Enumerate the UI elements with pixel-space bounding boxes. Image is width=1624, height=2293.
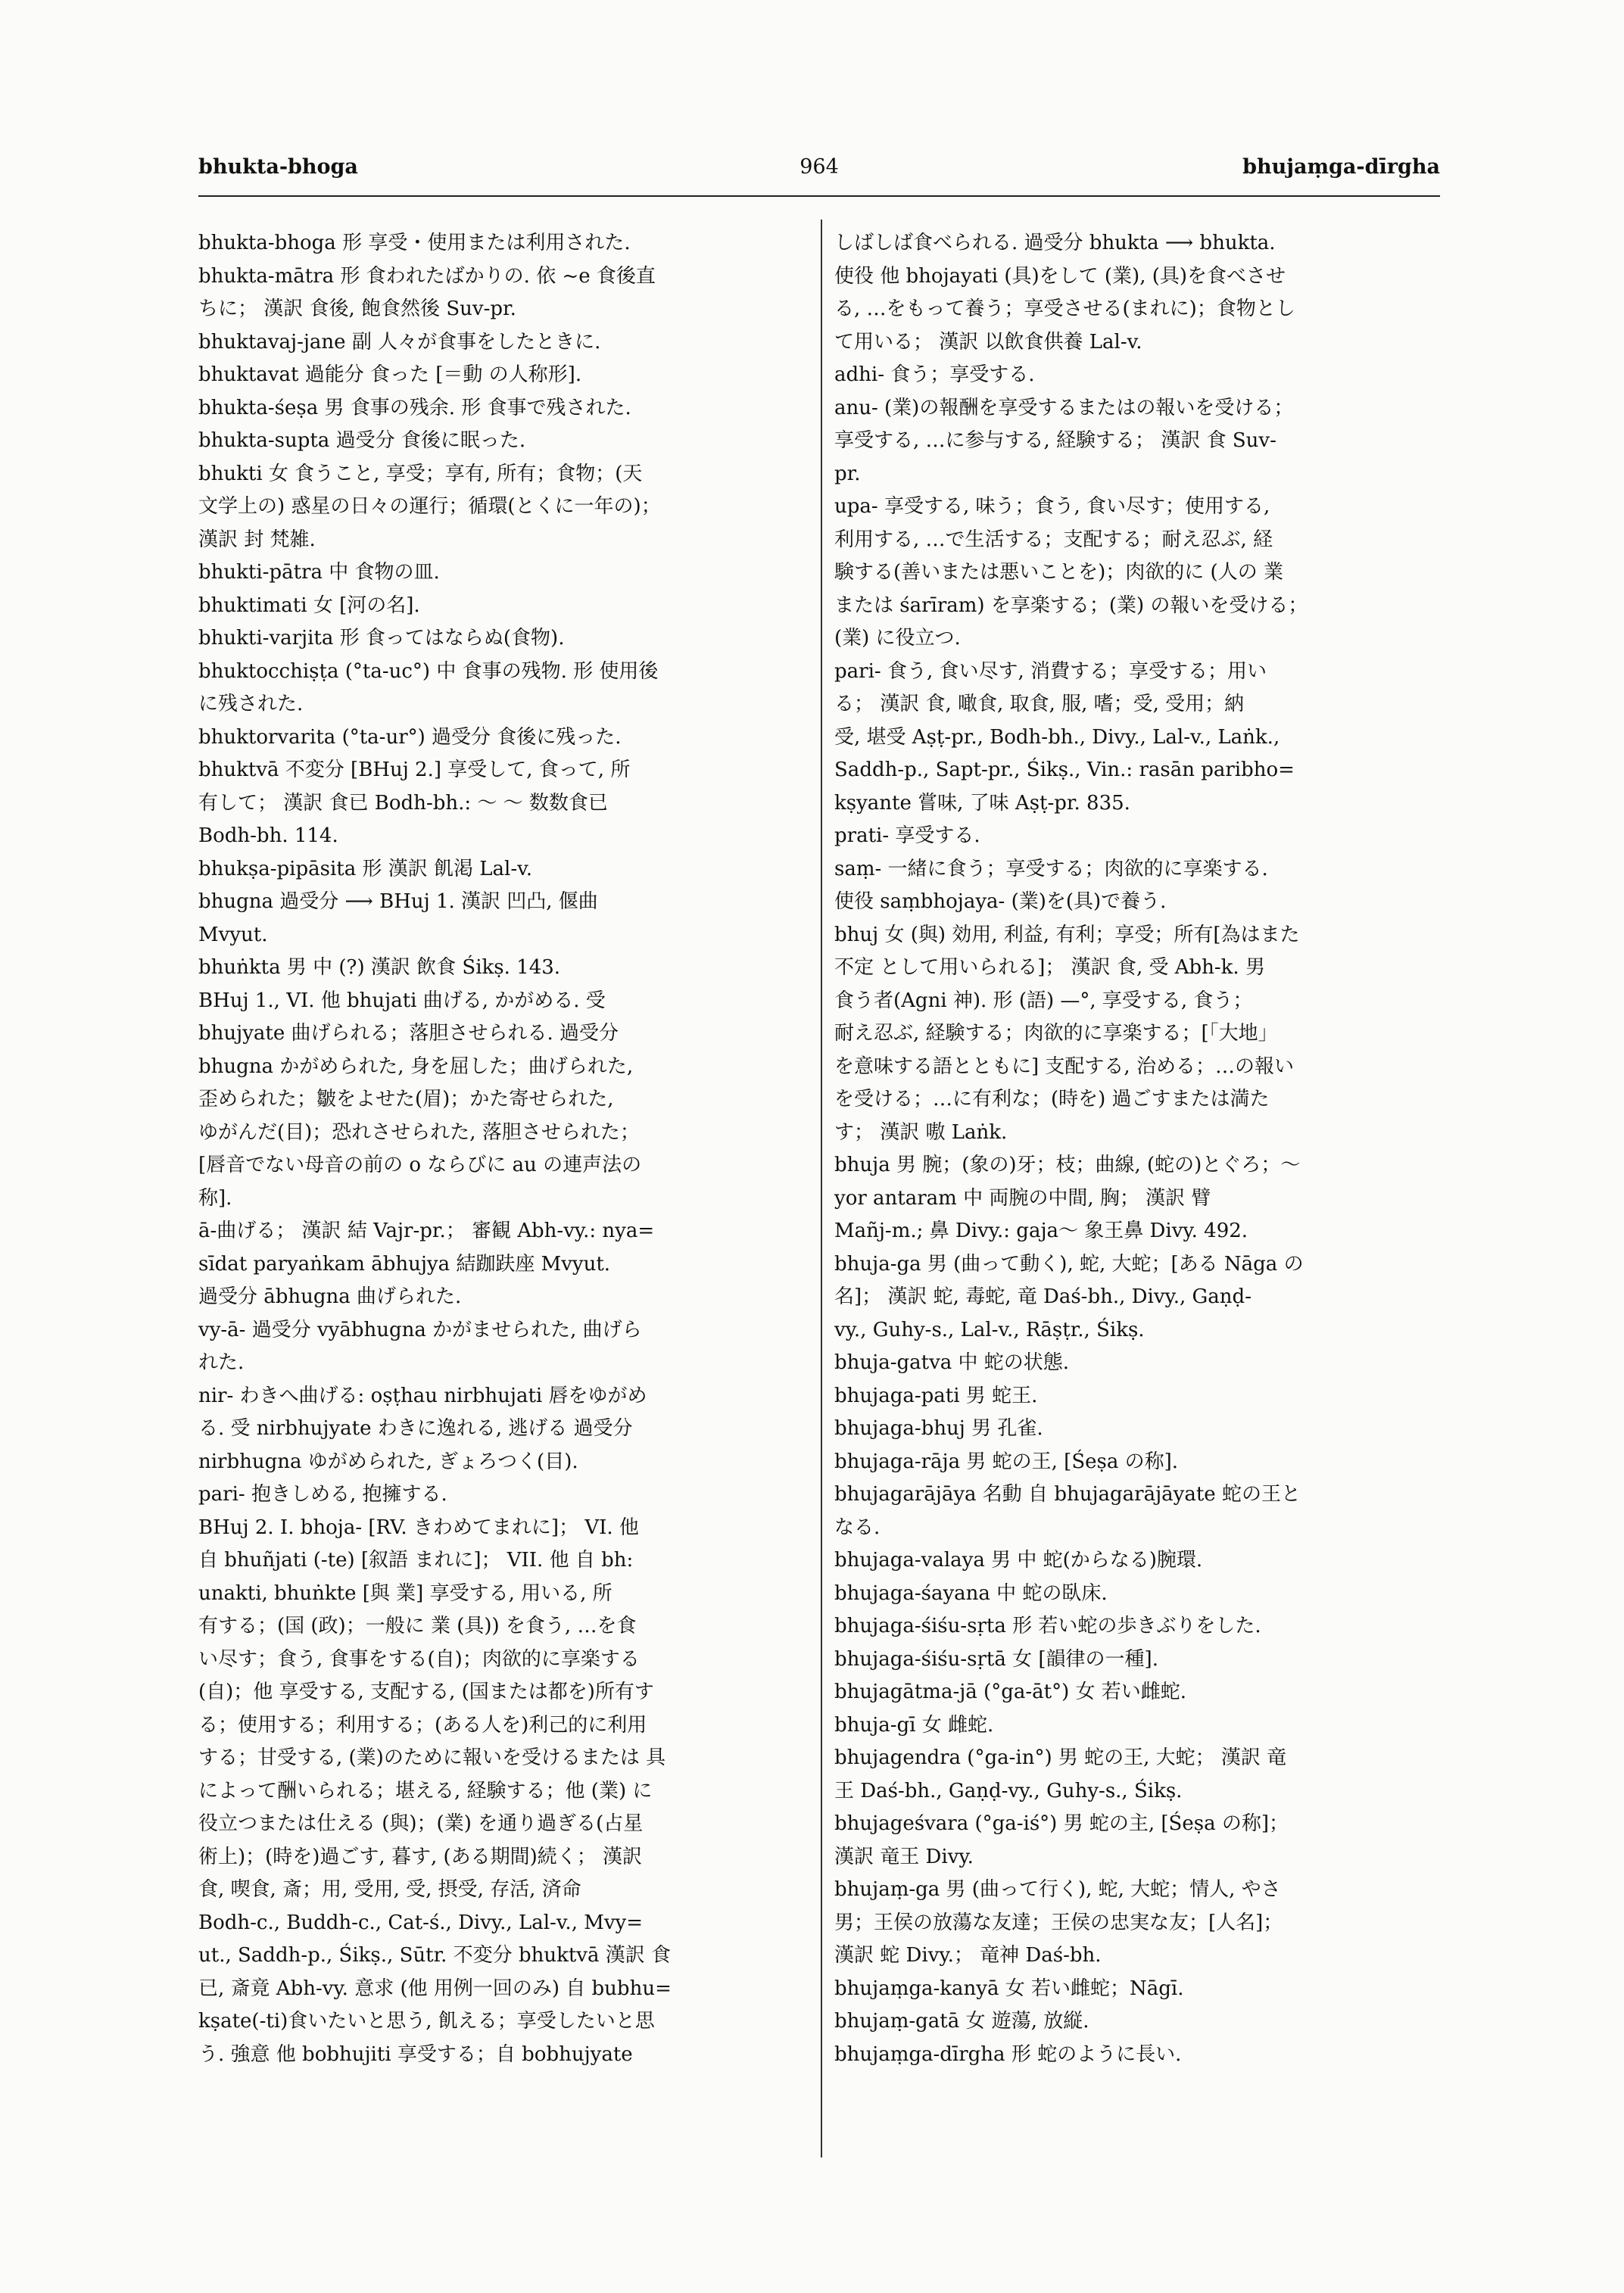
dictionary-line: bhuja 男 腕；(象の)牙；枝；曲線, (蛇の)とぐろ；～ — [834, 1154, 1301, 1176]
dictionary-line: bhukta-śeṣa 男 食事の残余. 形 食事で残された. — [198, 396, 631, 419]
dictionary-line: しばしば食べられる. 過受分 bhukta ⟶ bhukta. — [834, 232, 1276, 254]
dictionary-line: Mañj-m.; 鼻 Divy.: gaja～ 象王鼻 Divy. 492. — [834, 1220, 1248, 1242]
dictionary-line: bhukti-pātra 中 食物の皿. — [198, 561, 440, 584]
dictionary-line: bhuja-ga 男 (曲って動く), 蛇, 大蛇；[ある Nāga の — [834, 1252, 1304, 1276]
dictionary-line: に残された. — [198, 693, 304, 715]
dictionary-line: 食, 喫食, 斎；用, 受用, 受, 摂受, 存活, 済命 — [198, 1878, 581, 1901]
dictionary-line: bhuj 女 (與) 効用, 利益, 有利；享受；所有[為はまた — [834, 923, 1300, 946]
dictionary-line: ゆがんだ(目)；恐れさせられた, 落胆させられた； — [198, 1120, 640, 1144]
dictionary-line: す； 漢訳 嗷 Laṅk. — [834, 1120, 1008, 1144]
dictionary-line: anu- (業)の報酬を享受するまたはの報いを受ける； — [834, 396, 1294, 419]
dictionary-line: vy-ā- 過受分 vyābhugna かがませられた, 曲げら — [198, 1318, 642, 1341]
column-divider — [821, 220, 822, 2157]
dictionary-line: bhujaga-śiśu-sṛta 形 若い蛇の歩きぶりをした. — [834, 1615, 1261, 1637]
dictionary-line: 耐え忍ぶ, 経験する；肉欲的に享楽する；[「大地」 — [834, 1022, 1278, 1045]
dictionary-line: (業) に役立つ. — [834, 627, 961, 650]
dictionary-line: (自)；他 享受する, 支配する, (国または都を)所有す — [198, 1681, 654, 1703]
dictionary-line: Bodh-c., Buddh-c., Cat-ś., Divy., Lal-v., Mvy= — [198, 1911, 644, 1934]
dictionary-line: 利用する, …で生活する；支配する；耐え忍ぶ, 経 — [834, 528, 1273, 551]
dictionary-line: adhi- 食う；享受する. — [834, 363, 1035, 386]
dictionary-line: pr. — [834, 462, 861, 485]
dictionary-line: 已, 斎竟 Abh-vy. 意求 (他 用例一回のみ) 自 bubhu= — [198, 1977, 672, 2000]
dictionary-line: ā-曲げる； 漢訳 結 Vajr-pr.； 審観 Abh-vy.: nya= — [198, 1220, 655, 1242]
dictionary-line: vy., Guhy-s., Lal-v., Rāṣṭr., Śikṣ. — [834, 1318, 1145, 1341]
dictionary-line: bhukti 女 食うこと, 享受；享有, 所有；食物；(天 — [198, 462, 643, 485]
left-column — [198, 227, 808, 2071]
dictionary-line: unakti, bhuṅkte [與 業] 享受する, 用いる, 所 — [198, 1581, 613, 1605]
dictionary-line: bhujaga-śayana 中 蛇の臥床. — [834, 1581, 1108, 1605]
dictionary-line: kṣyante 嘗味, 了味 Aṣṭ-pr. 835. — [834, 791, 1130, 815]
dictionary-line: 漢訳 封 梵雑. — [198, 528, 316, 551]
dictionary-line: Saddh-p., Sapt-pr., Śikṣ., Vin.: rasān paribho= — [834, 759, 1295, 781]
dictionary-line: kṣate(-ti)食いたいと思う, 飢える；享受したいと思 — [198, 2010, 655, 2033]
dictionary-line: ちに； 漢訳 食後, 飽食然後 Suv-pr. — [198, 298, 516, 320]
dictionary-line: 文学上の) 惑星の日々の運行；循環(とくに一年の)； — [198, 495, 661, 518]
dictionary-line: 歪められた；皺をよせた(眉)；かた寄せられた, — [198, 1088, 614, 1111]
dictionary-line: bhujaṃ-gatā 女 遊蕩, 放縦. — [834, 2010, 1089, 2033]
dictionary-line: 漢訳 竜王 Divy. — [834, 1845, 974, 1868]
dictionary-line: 自 bhuñjati (-te) [叙語 まれに]； VII. 他 自 bh: — [198, 1549, 634, 1572]
dictionary-line: bhujaga-pati 男 蛇王. — [834, 1384, 1038, 1407]
dictionary-line: う. 強意 他 bobhujiti 享受する；自 bobhujyate — [198, 2042, 633, 2066]
dictionary-line: sīdat paryaṅkam ābhujya 結跏趺座 Mvyut. — [198, 1252, 611, 1276]
dictionary-line: nir- わきへ曲げる: oṣṭhau nirbhujati 唇をゆがめ — [198, 1384, 647, 1407]
dictionary-line: bhukta-bhoga 形 享受・使用または利用された. — [198, 232, 631, 254]
dictionary-line: bhuktavat 過能分 食った [＝動 の人称形]. — [198, 363, 582, 386]
dictionary-line: bhujaṃga-kanyā 女 若い雌蛇；Nāgī. — [834, 1977, 1184, 2000]
dictionary-line: 術上)；(時を)過ごす, 暮す, (ある期間)続く； 漢訳 — [198, 1845, 643, 1868]
dictionary-line: bhujaṃga-dīrgha 形 蛇のように長い. — [834, 2042, 1182, 2066]
dictionary-line: bhujagarājāya 名動 自 bhujagarājāyate 蛇の王と — [834, 1483, 1301, 1506]
dictionary-line: bhujagātma-jā (°ga-āt°) 女 若い雌蛇. — [834, 1681, 1187, 1703]
dictionary-line: る. 受 nirbhujyate わきに逸れる, 逃げる 過受分 — [198, 1417, 633, 1440]
dictionary-line: bhujyate 曲げられる；落胆させられる. 過受分 — [198, 1022, 619, 1045]
right-guide-word: bhujaṃga-dīrgha — [1242, 155, 1440, 179]
left-guide-word: bhukta-bhoga — [198, 155, 358, 179]
dictionary-line: bhuktorvarita (°ta-ur°) 過受分 食後に残った. — [198, 725, 622, 749]
dictionary-line: bhugna 過受分 ⟶ BHuj 1. 漢訳 凹凸, 偃曲 — [198, 890, 598, 913]
dictionary-line: 漢訳 蛇 Divy.； 竜神 Daś-bh. — [834, 1944, 1102, 1967]
header-rule — [198, 195, 1440, 197]
dictionary-line: bhuja-gī 女 雌蛇. — [834, 1713, 994, 1737]
dictionary-line: pari- 抱きしめる, 抱擁する. — [198, 1483, 447, 1506]
dictionary-line: 験する(善いまたは悪いことを)；肉欲的に (人の 業 — [834, 561, 1283, 584]
dictionary-line: yor antaram 中 両腕の中間, 胸； 漢訳 臂 — [834, 1186, 1211, 1210]
dictionary-line: 不定 として用いられる]； 漢訳 食, 受 Abh-k. 男 — [834, 956, 1265, 979]
dictionary-line: bhujaga-valaya 男 中 蛇(からなる)腕環. — [834, 1549, 1203, 1572]
dictionary-line: によって酬いられる；堪える, 経験する；他 (業) に — [198, 1779, 653, 1802]
dictionary-line: bhujaga-śiśu-sṛtā 女 [韻律の一種]. — [834, 1647, 1158, 1671]
dictionary-line: bhuktimati 女 [河の名]. — [198, 594, 420, 617]
dictionary-line: 男；王侯の放蕩な友達；王侯の忠実な友；[人名]； — [834, 1911, 1283, 1934]
dictionary-line: なる. — [834, 1516, 881, 1539]
dictionary-line: または śarīram) を享楽する；(業) の報いを受ける； — [834, 594, 1308, 617]
dictionary-line: bhujageśvara (°ga-iś°) 男 蛇の主, [Śeṣa の称]； — [834, 1812, 1289, 1835]
dictionary-line: る, …をもって養う；享受させる(まれに)；食物とし — [834, 298, 1295, 320]
dictionary-line: 受, 堪受 Aṣṭ-pr., Bodh-bh., Divy., Lal-v., Laṅk., — [834, 725, 1280, 749]
dictionary-line: を意味する語とともに] 支配する, 治める；…の報い — [834, 1055, 1294, 1078]
dictionary-line: 使役 saṃbhojaya- (業)を(具)で養う. — [834, 890, 1167, 913]
dictionary-line: ut., Saddh-p., Śikṣ., Sūtr. 不変分 bhuktvā 漢訳 食 — [198, 1944, 672, 1967]
dictionary-line: bhujaga-bhuj 男 孔雀. — [834, 1417, 1043, 1440]
right-column — [834, 227, 1440, 2071]
dictionary-line: bhukta-supta 過受分 食後に眠った. — [198, 429, 526, 452]
dictionary-line: bhujaṃ-ga 男 (曲って行く), 蛇, 大蛇；情人, やさ — [834, 1878, 1281, 1901]
dictionary-line: を受ける；…に有利な；(時を) 過ごすまたは満た — [834, 1088, 1270, 1111]
dictionary-line: saṃ- 一緒に食う；享受する；肉欲的に享楽する. — [834, 857, 1268, 880]
dictionary-line: bhujagendra (°ga-in°) 男 蛇の王, 大蛇； 漢訳 竜 — [834, 1746, 1287, 1769]
dictionary-line: て用いる； 漢訳 以飲食供養 Lal-v. — [834, 330, 1142, 354]
dictionary-line: い尽す；食う, 食事をする(自)；肉欲的に享楽する — [198, 1647, 640, 1671]
dictionary-line: る；使用する；利用する；(ある人を)利己的に利用 — [198, 1713, 647, 1737]
dictionary-line: BHuj 1., VI. 他 bhujati 曲げる, かがめる. 受 — [198, 989, 606, 1012]
dictionary-line: Mvyut. — [198, 923, 268, 946]
dictionary-line: bhujaga-rāja 男 蛇の王, [Śeṣa の称]. — [834, 1450, 1179, 1473]
dictionary-line: 有する；(国 (政)；一般に 業 (具)) を食う, …を食 — [198, 1615, 637, 1637]
page-header — [198, 155, 1440, 192]
dictionary-line: 使役 他 bhojayati (具)をして (業), (具)を食べさせ — [834, 264, 1286, 288]
dictionary-line: bhukta-mātra 形 食われたばかりの. 依 ~e 食後直 — [198, 264, 656, 288]
page-number: 964 — [800, 155, 839, 179]
dictionary-line: 役立つまたは仕える (與)；(業) を通り過ぎる(占星 — [198, 1812, 644, 1835]
dictionary-line: prati- 享受する. — [834, 824, 980, 847]
dictionary-line: 食う者(Agni 神). 形 (語) —°, 享受する, 食う； — [834, 989, 1253, 1012]
dictionary-line: bhuktavaj-jane 副 人々が食事をしたときに. — [198, 330, 601, 354]
dictionary-line: bhuktvā 不変分 [BHuj 2.] 享受して, 食って, 所 — [198, 759, 631, 781]
dictionary-line: bhuja-gatva 中 蛇の状態. — [834, 1351, 1070, 1374]
dictionary-line: bhukṣa-pipāsita 形 漢訳 飢渇 Lal-v. — [198, 857, 533, 880]
dictionary-line: 称]. — [198, 1186, 232, 1210]
dictionary-line: BHuj 2. I. bhoja- [RV. きわめてまれに]； VI. 他 — [198, 1516, 639, 1539]
dictionary-line: する；甘受する, (業)のために報いを受けるまたは 具 — [198, 1746, 666, 1769]
dictionary-line: bhuṅkta 男 中 (?) 漢訳 飲食 Śikṣ. 143. — [198, 956, 561, 979]
dictionary-line: nirbhugna ゆがめられた, ぎょろつく(目). — [198, 1450, 578, 1473]
dictionary-line: upa- 享受する, 味う；食う, 食い尽す；使用する, — [834, 495, 1270, 518]
dictionary-line: [唇音でない母音の前の o ならびに au の連声法の — [198, 1154, 642, 1176]
dictionary-line: る； 漢訳 食, 噉食, 取食, 服, 嗜；受, 受用；納 — [834, 693, 1245, 715]
dictionary-line: 名]； 漢訳 蛇, 毒蛇, 竜 Daś-bh., Divy., Gaṇḍ- — [834, 1285, 1252, 1308]
dictionary-line: 享受する, …に参与する, 経験する； 漢訳 食 Suv- — [834, 429, 1276, 452]
dictionary-line: pari- 食う, 食い尽す, 消費する；享受する；用い — [834, 659, 1267, 683]
dictionary-line: bhukti-varjita 形 食ってはならぬ(食物). — [198, 627, 565, 650]
dictionary-line: bhugna かがめられた, 身を屈した；曲げられた, — [198, 1055, 634, 1078]
dictionary-line: bhuktocchiṣṭa (°ta-uc°) 中 食事の残物. 形 使用後 — [198, 659, 659, 683]
dictionary-line: 王 Daś-bh., Gaṇḍ-vy., Guhy-s., Śikṣ. — [834, 1779, 1183, 1802]
dictionary-line: Bodh-bh. 114. — [198, 824, 338, 847]
dictionary-line: れた. — [198, 1351, 245, 1374]
dictionary-line: 過受分 ābhugna 曲げられた. — [198, 1285, 462, 1308]
dictionary-line: 有して； 漢訳 食已 Bodh-bh.: ～ ～ 数数食已 — [198, 791, 608, 815]
